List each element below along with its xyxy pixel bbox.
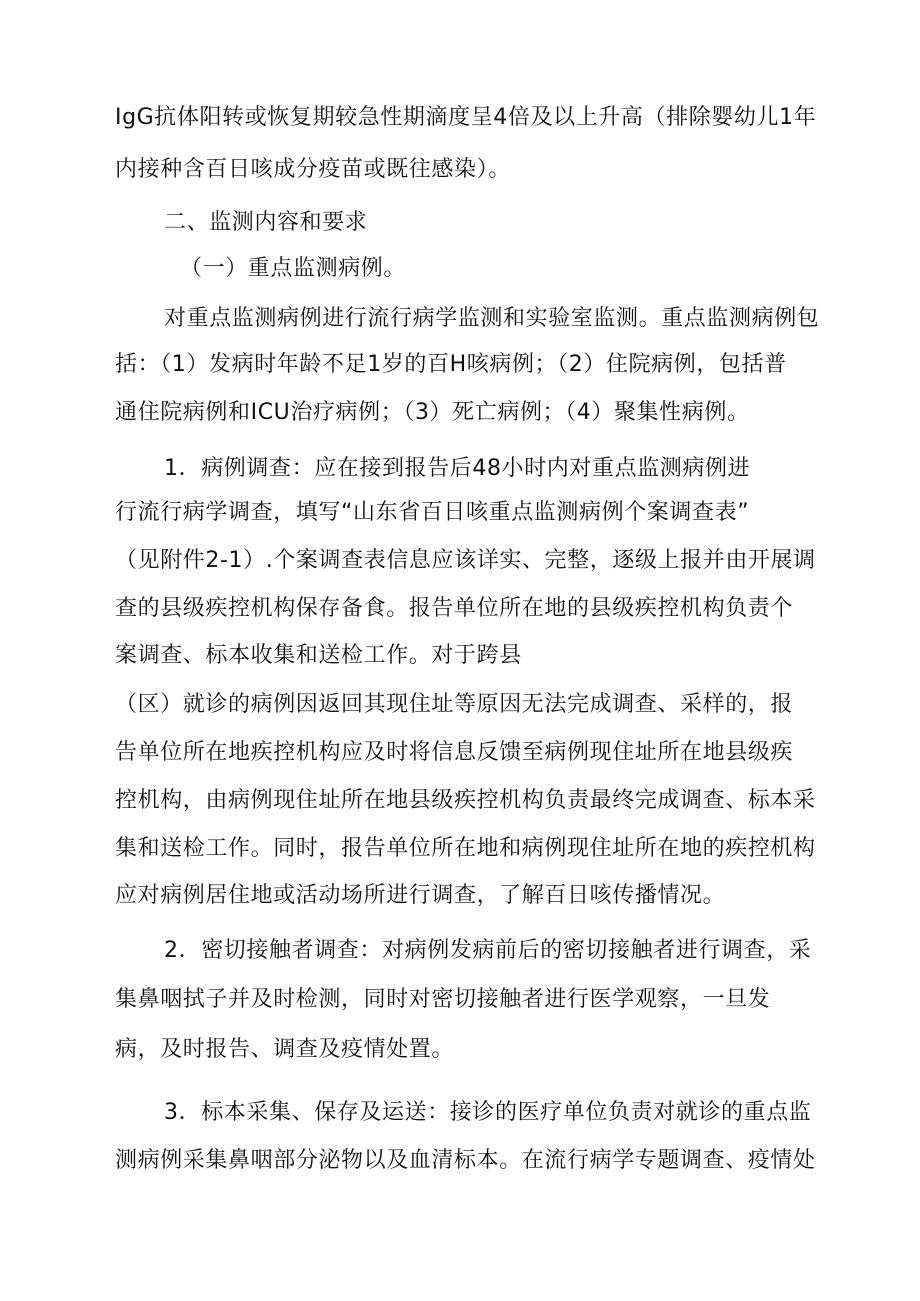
text-line-15: 控机构，由病例现住址所在地县级疾控机构负责最终完成调查、标本采	[115, 788, 816, 813]
text-line-12: 案调查、标本收集和送检工作。对于跨县	[115, 643, 522, 668]
text-line-7: 通住院病例和ICU治疗病例；（3）死亡病例；（4）聚集性病例。	[115, 400, 750, 425]
text-line-20: 病，及时报告、调查及疫情处置。	[115, 1037, 455, 1062]
text-line-16: 集和送检工作。同时，报告单位所在地和病例现住址所在地的疾控机构	[115, 836, 816, 861]
text-line-14: 告单位所在地疾控机构应及时将信息反馈至病例现住址所在地县级疾	[115, 740, 794, 765]
text-line-11: 查的县级疾控机构保存备食。报告单位所在地的县级疾控机构负责个	[115, 596, 794, 621]
text-line-19: 集鼻咽拭子并及时检测，同时对密切接触者进行医学观察，一旦发	[115, 987, 771, 1012]
text-line-22: 测病例采集鼻咽部分泌物以及血清标本。在流行病学专题调查、疫情处	[115, 1148, 816, 1173]
text-line-6: 括：（1）发病时年龄不足1岁的百H咳病例；（2）住院病例，包括普	[115, 352, 787, 377]
text-line-9: 行流行病学调查，填写“山东省百日咳重点监测病例个案调查表”	[115, 500, 750, 525]
text-line-1: IgG抗体阳转或恢复期较急性期滴度呈4倍及以上升高（排除婴幼儿1年	[115, 105, 817, 130]
subsection-heading: （一）重点监测病例。	[180, 256, 407, 281]
text-line-8: 1．病例调查：应在接到报告后48小时内对重点监测病例进	[164, 456, 751, 481]
text-line-10: （见附件2-1）.个案调查表信息应该详实、完整，逐级上报并由开展调	[115, 548, 816, 573]
text-line-13: （区）就诊的病例因返回其现住址等原因无法完成调查、采样的，报	[115, 692, 794, 717]
text-line-21: 3．标本采集、保存及运送：接诊的医疗单位负责对就诊的重点监	[164, 1100, 812, 1125]
text-line-18: 2．密切接触者调查：对病例发病前后的密切接触者进行调查，采	[164, 938, 812, 963]
text-line-5: 对重点监测病例进行流行病学监测和实验室监测。重点监测病例包	[164, 306, 820, 331]
text-line-17: 应对病例居住地或活动场所进行调查，了解百日咳传播情况。	[115, 883, 726, 908]
text-line-2: 内接种含百日咳成分疫苗或既往感染）。	[115, 157, 511, 182]
section-heading: 二、监测内容和要求	[164, 210, 368, 235]
